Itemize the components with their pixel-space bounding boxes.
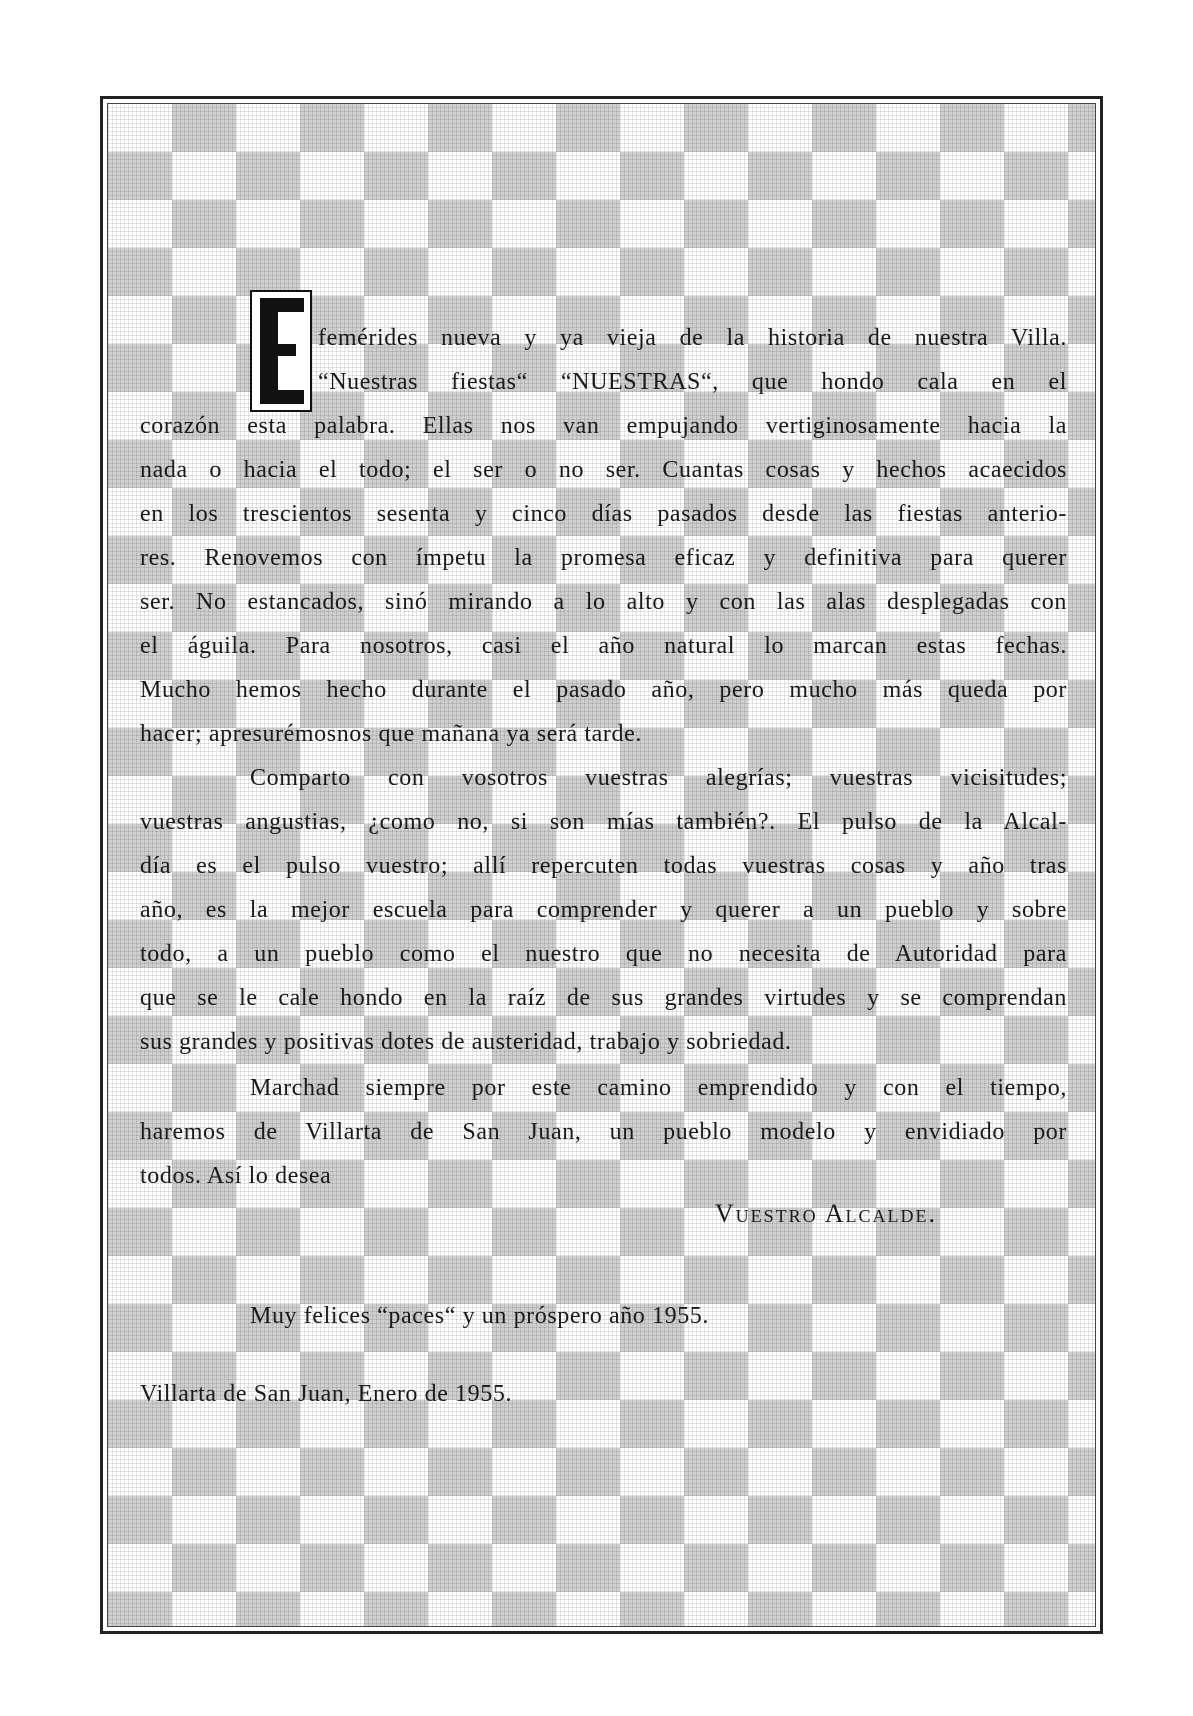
paragraph-2-line: día es el pulso vuestro; allí repercuten todas vuestras cosas y año tras [140,853,1067,879]
paragraph-1-line: ser. No estancados, sinó mirando a lo alto y con las alas desplegadas con [140,589,1067,615]
paragraph-1-line: “Nuestras fiestas“ “NUESTRAS“, que hondo cala en el [318,369,1067,395]
paragraph-1-line: Mucho hemos hecho durante el pasado año, pero mucho más queda por [140,677,1067,703]
paragraph-2-line: año, es la mejor escuela para comprender y querer a un pueblo y sobre [140,897,1067,923]
paragraph-3-line: todos. Así lo desea [140,1163,332,1189]
paragraph-1-line: femérides nueva y ya vieja de la historia de nuestra Villa. [318,325,1067,351]
checkered-background [107,103,1096,1627]
paragraph-2-line: sus grandes y positivas dotes de austeridad, trabajo y sobriedad. [140,1029,792,1055]
paragraph-2-line: Comparto con vosotros vuestras alegrías; vuestras vicisitudes; [250,765,1067,791]
paragraph-1-line: corazón esta palabra. Ellas nos van empujando vertiginosamente hacia la [140,413,1067,439]
signature: Vuestro Alcalde. [714,1199,937,1228]
paragraph-2-line: todo, a un pueblo como el nuestro que no necesita de Autoridad para [140,941,1067,967]
paragraph-1-line: el águila. Para nosotros, casi el año natural lo marcan estas fechas. [140,633,1067,659]
paragraph-3-line: Marchad siempre por este camino emprendido y con el tiempo, [250,1075,1067,1101]
letter-body [140,104,1067,1626]
paragraph-1-line: nada o hacia el todo; el ser o no ser. Cuantas cosas y hechos acaecidos [140,457,1067,483]
paragraph-1-line: hacer; apresurémosnos que mañana ya será tarde. [140,721,642,747]
paragraph-2-line: vuestras angustias, ¿como no, si son mías también?. El pulso de la Alcal- [140,809,1067,835]
drop-cap-letter [250,290,312,412]
paragraph-3-line: haremos de Villarta de San Juan, un pueblo modelo y envidiado por [140,1119,1067,1145]
paragraph-1-line: res. Renovemos con ímpetu la promesa eficaz y definitiva para querer [140,545,1067,571]
place-and-date: Villarta de San Juan, Enero de 1955. [140,1381,513,1407]
page-border [100,96,1103,1634]
new-year-greeting: Muy felices “paces“ y un próspero año 1955. [250,1303,709,1329]
paragraph-2-line: que se le cale hondo en la raíz de sus grandes virtudes y se comprendan [140,985,1067,1011]
paragraph-1-line: en los trescientos sesenta y cinco días pasados desde las fiestas anterio- [140,501,1067,527]
